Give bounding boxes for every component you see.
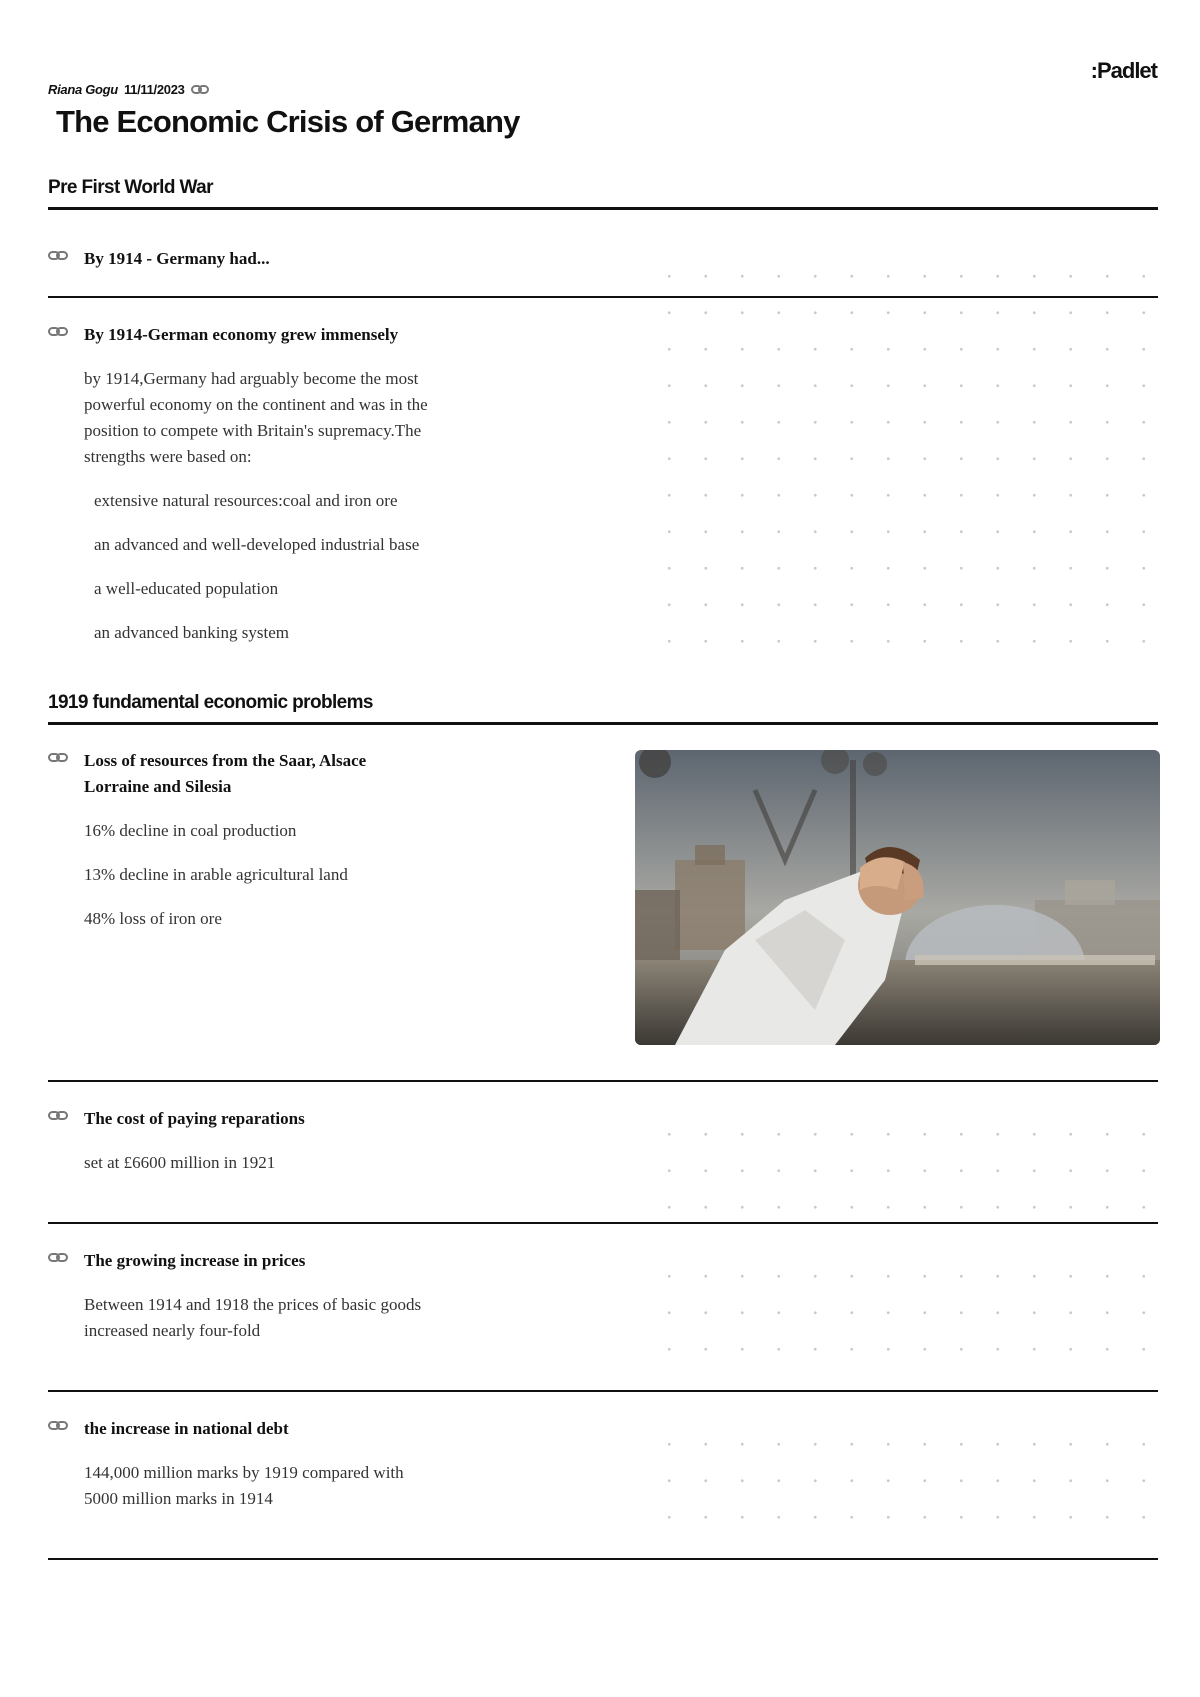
padlet-logo[interactable]: :Padlet	[1090, 58, 1157, 83]
link-icon	[48, 322, 84, 343]
post-title: The growing increase in prices	[84, 1251, 306, 1270]
post[interactable]	[48, 1106, 608, 1194]
dot-grid	[640, 1250, 1160, 1360]
author-name: Riana Gogu	[48, 82, 118, 97]
post-title: the increase in national debt	[84, 1419, 289, 1438]
divider	[48, 1558, 1158, 1560]
post[interactable]	[48, 1416, 608, 1530]
post[interactable]	[48, 246, 608, 272]
section-heading: Pre First World War	[48, 177, 1158, 210]
post-text: 16% decline in coal production	[84, 821, 297, 840]
post-text: by 1914,Germany had arguably become the most powerful economy on the continent and was in the position to compete with Britain's supremacy.The strengths were based on:	[84, 369, 428, 466]
post-title: By 1914 - Germany had...	[84, 249, 270, 268]
divider	[48, 296, 1158, 298]
dot-grid	[640, 250, 1160, 670]
divider	[48, 1390, 1158, 1392]
man-holding-head-photo[interactable]	[635, 750, 1160, 1045]
link-icon	[48, 246, 84, 267]
dot-grid	[640, 1108, 1160, 1218]
list-item: an advanced and well-developed industrial base	[94, 535, 420, 554]
post[interactable]	[48, 748, 368, 950]
divider	[48, 1080, 1158, 1082]
page-title: The Economic Crisis of Germany	[56, 104, 520, 139]
post-text: 144,000 million marks by 1919 compared with 5000 million marks in 1914	[84, 1463, 404, 1508]
link-icon	[48, 1416, 84, 1437]
dot-grid	[640, 1418, 1160, 1528]
post-text: Between 1914 and 1918 the prices of basic goods increased nearly four-fold	[84, 1295, 422, 1340]
list-item: a well-educated population	[94, 579, 279, 598]
post[interactable]	[48, 322, 608, 664]
list-item: extensive natural resources:coal and iron ore	[94, 491, 398, 510]
link-icon	[48, 748, 84, 769]
post[interactable]	[48, 1248, 608, 1362]
post-text: 48% loss of iron ore	[84, 909, 222, 928]
list-item: an advanced banking system	[94, 623, 289, 642]
post-text: 13% decline in arable agricultural land	[84, 865, 348, 884]
link-icon	[191, 84, 209, 96]
post-title: By 1914-German economy grew immensely	[84, 325, 399, 344]
post-date: 11/11/2023	[123, 82, 185, 97]
divider	[48, 1222, 1158, 1224]
section-heading: 1919 fundamental economic problems	[48, 692, 1158, 725]
post-meta	[48, 82, 209, 97]
post-title: Loss of resources from the Saar, Alsace Lorraine and Silesia	[84, 751, 367, 796]
link-icon	[48, 1106, 84, 1127]
post-title: The cost of paying reparations	[84, 1109, 305, 1128]
post-text: set at £6600 million in 1921	[84, 1153, 276, 1172]
link-icon	[48, 1248, 84, 1269]
